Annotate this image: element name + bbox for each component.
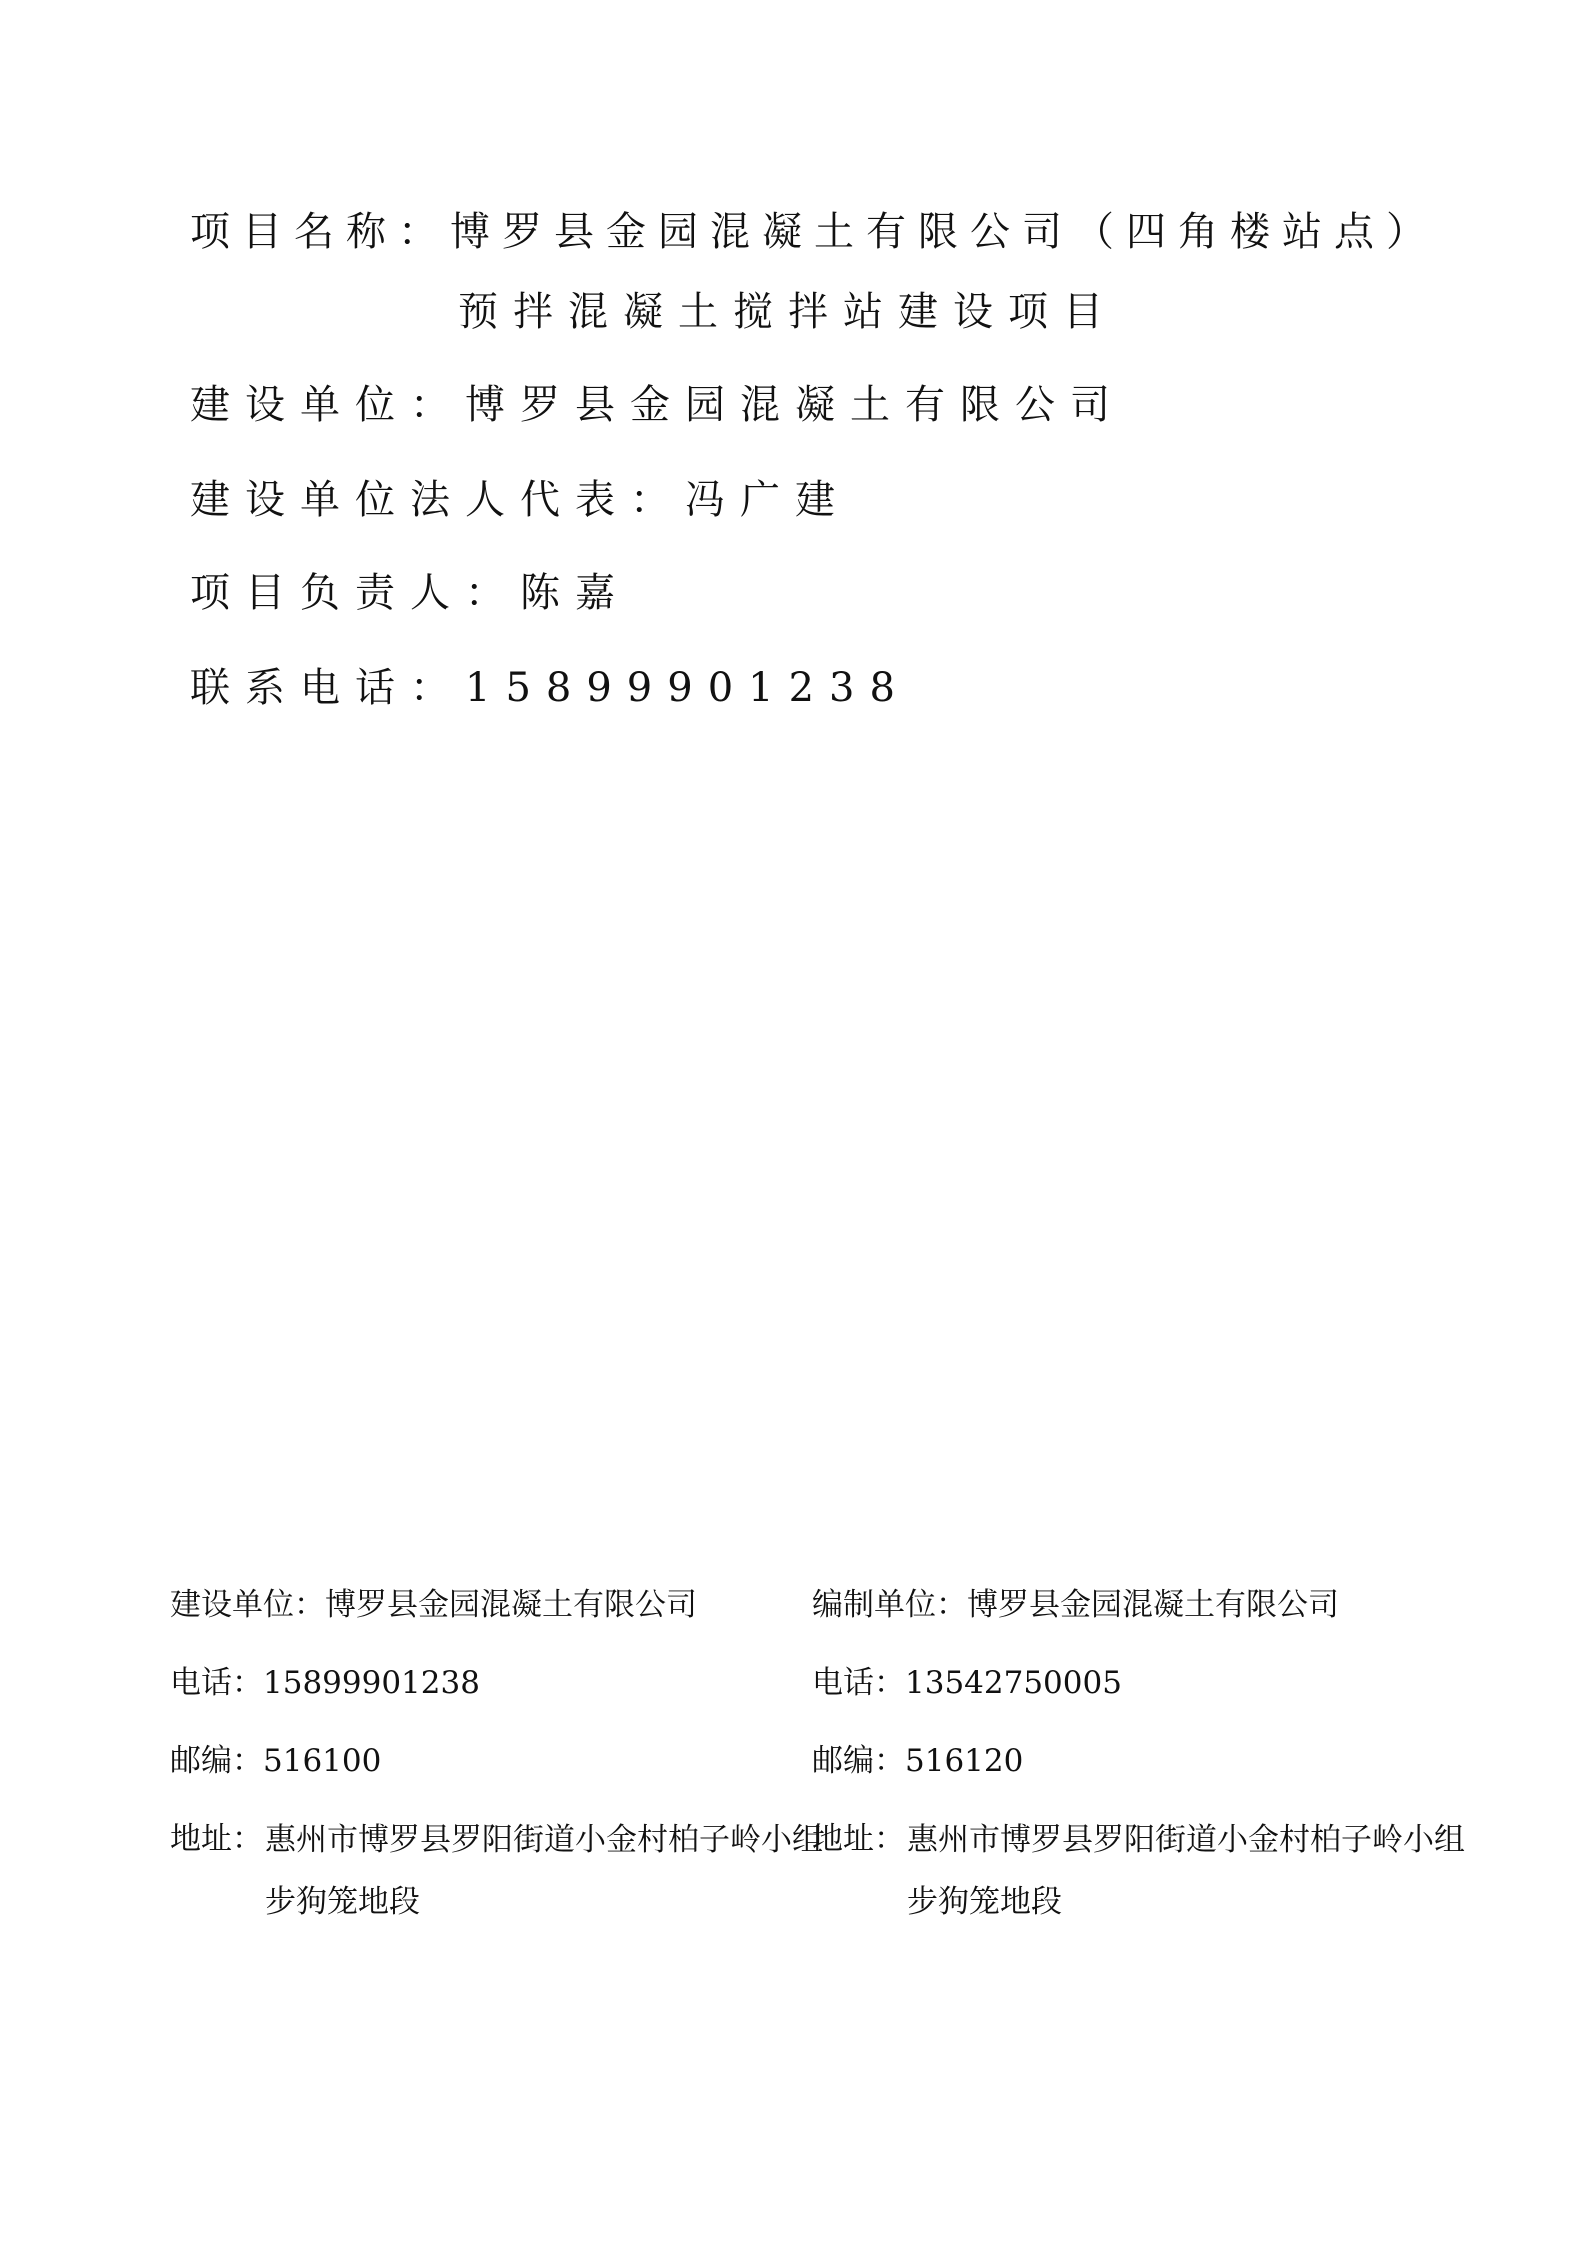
project-name-line: [190, 209, 1438, 255]
footer-unit-label: 编制单位：: [812, 1587, 967, 1623]
footer-phone-row: [812, 1665, 1452, 1746]
footer-address-row: [812, 1821, 1465, 1920]
footer-postcode-label: 邮编：: [170, 1743, 263, 1779]
footer-address-label: 地址：: [812, 1821, 905, 1857]
legal-rep-label: 建设单位法人代表：: [190, 477, 685, 523]
contact-phone-line: [190, 665, 910, 711]
footer-unit-row: [812, 1587, 1452, 1668]
footer-prep-unit-column: [812, 1587, 1465, 1920]
build-unit-value: 博罗县金园混凝土有限公司: [465, 382, 1125, 428]
footer-phone-value: 15899901238: [263, 1665, 480, 1701]
project-name-value: 博罗县金园混凝土有限公司（四角楼站点）: [450, 209, 1438, 255]
project-name-continuation: 预拌混凝土搅拌站建设项目: [458, 289, 1118, 335]
footer-unit-row: [170, 1587, 810, 1668]
footer-phone-label: 电话：: [170, 1665, 263, 1701]
project-lead-value: 陈嘉: [520, 570, 630, 616]
legal-rep-value: 冯广建: [685, 477, 850, 523]
legal-rep-line: [190, 477, 850, 523]
footer-unit-value: 博罗县金园混凝土有限公司: [967, 1587, 1339, 1623]
build-unit-label: 建设单位：: [190, 382, 465, 428]
footer-phone-value: 13542750005: [905, 1665, 1122, 1701]
contact-phone-label: 联系电话：: [190, 665, 465, 711]
footer-postcode-label: 邮编：: [812, 1743, 905, 1779]
footer-unit-value: 博罗县金园混凝土有限公司: [325, 1587, 697, 1623]
footer-address-label: 地址：: [170, 1821, 263, 1857]
footer-postcode-value: 516120: [905, 1743, 1024, 1779]
footer-address-row: [170, 1821, 823, 1920]
footer-postcode-value: 516100: [263, 1743, 382, 1779]
footer-phone-label: 电话：: [812, 1665, 905, 1701]
footer-address-value: 惠州市博罗县罗阳街道小金村柏子岭小组步狗笼地段: [907, 1822, 1465, 1920]
project-lead-line: [190, 570, 630, 616]
footer-build-unit-column: [170, 1587, 823, 1920]
build-unit-line: [190, 382, 1125, 428]
footer-phone-row: [170, 1665, 810, 1746]
contact-phone-value: 15899901238: [465, 665, 910, 711]
footer-address-value: 惠州市博罗县罗阳街道小金村柏子岭小组步狗笼地段: [265, 1822, 823, 1920]
project-lead-label: 项目负责人：: [190, 570, 520, 616]
project-name-label: 项目名称：: [190, 209, 450, 255]
footer-unit-label: 建设单位：: [170, 1587, 325, 1623]
